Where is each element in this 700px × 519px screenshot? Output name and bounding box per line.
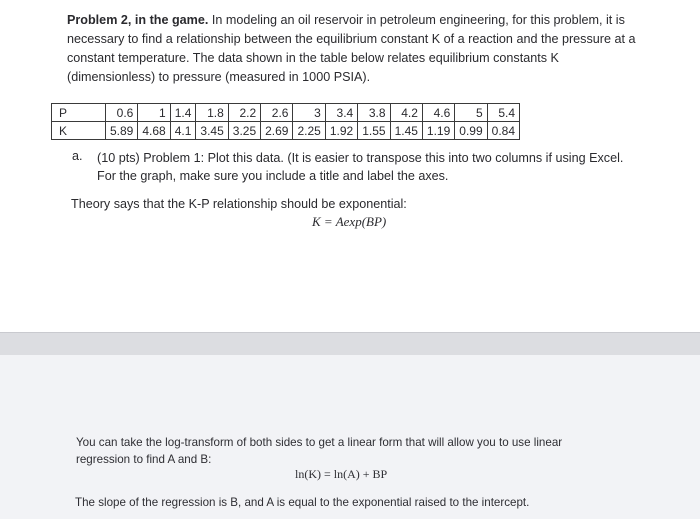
p-cell: 2.6 (261, 104, 293, 122)
k-cell: 4.1 (170, 122, 196, 140)
slope-explanation: The slope of the regression is B, and A is equal to the exponential raised to the intercept. (75, 496, 530, 509)
k-cell: 3.25 (228, 122, 260, 140)
table-row-p (52, 104, 520, 122)
p-cell: 2.2 (228, 104, 260, 122)
p-cell: 1.4 (170, 104, 196, 122)
k-cell: 1.92 (325, 122, 357, 140)
p-cell: 5 (455, 104, 487, 122)
theory-text: Theory says that the K-P relationship should be exponential: (71, 197, 407, 211)
p-cell: 4.6 (422, 104, 454, 122)
row-label-k: K (52, 122, 106, 140)
k-cell: 2.69 (261, 122, 293, 140)
k-cell: 2.25 (293, 122, 325, 140)
p-cell: 0.6 (106, 104, 138, 122)
k-cell: 0.84 (487, 122, 519, 140)
p-cell: 1 (138, 104, 170, 122)
page-divider (0, 332, 700, 356)
linear-form-equation: ln(K) = ln(A) + BP (295, 467, 388, 481)
p-cell: 1.8 (196, 104, 228, 122)
p-cell: 3 (293, 104, 325, 122)
problem-intro-text: In modeling an oil reservoir in petroleum engineering, for this problem, it is necessary to find a relationship between the equilibrium constant K of a reaction and the pressure at a constant temperature. The data shown in the table below relates equilibrium constants K (dimensionless) to pressure (measured in 1000 PSIA). (67, 13, 636, 84)
k-cell: 5.89 (106, 122, 138, 140)
k-cell: 0.99 (455, 122, 487, 140)
kp-data-table (51, 103, 520, 140)
part-a-label: a. (72, 149, 83, 163)
p-cell: 3.4 (325, 104, 357, 122)
k-cell: 1.19 (422, 122, 454, 140)
table-row-k (52, 122, 520, 140)
k-cell: 4.68 (138, 122, 170, 140)
problem-statement (67, 11, 637, 87)
p-cell: 3.8 (358, 104, 390, 122)
log-transform-text: You can take the log-transform of both sides to get a linear form that will allow you to use linear regression to find A and B: (76, 436, 563, 466)
k-cell: 1.45 (390, 122, 422, 140)
k-cell: 3.45 (196, 122, 228, 140)
part-a-text: (10 pts) Problem 1: Plot this data. (It is easier to transpose this into two columns if using Excel. For the graph, make sure you include a title and label the axes. (97, 151, 624, 183)
problem-title: Problem 2, in the game. (67, 13, 209, 27)
p-cell: 4.2 (390, 104, 422, 122)
p-cell: 5.4 (487, 104, 519, 122)
row-label-p: P (52, 104, 106, 122)
k-cell: 1.55 (358, 122, 390, 140)
exponential-equation: K = Aexp(BP) (312, 214, 387, 229)
